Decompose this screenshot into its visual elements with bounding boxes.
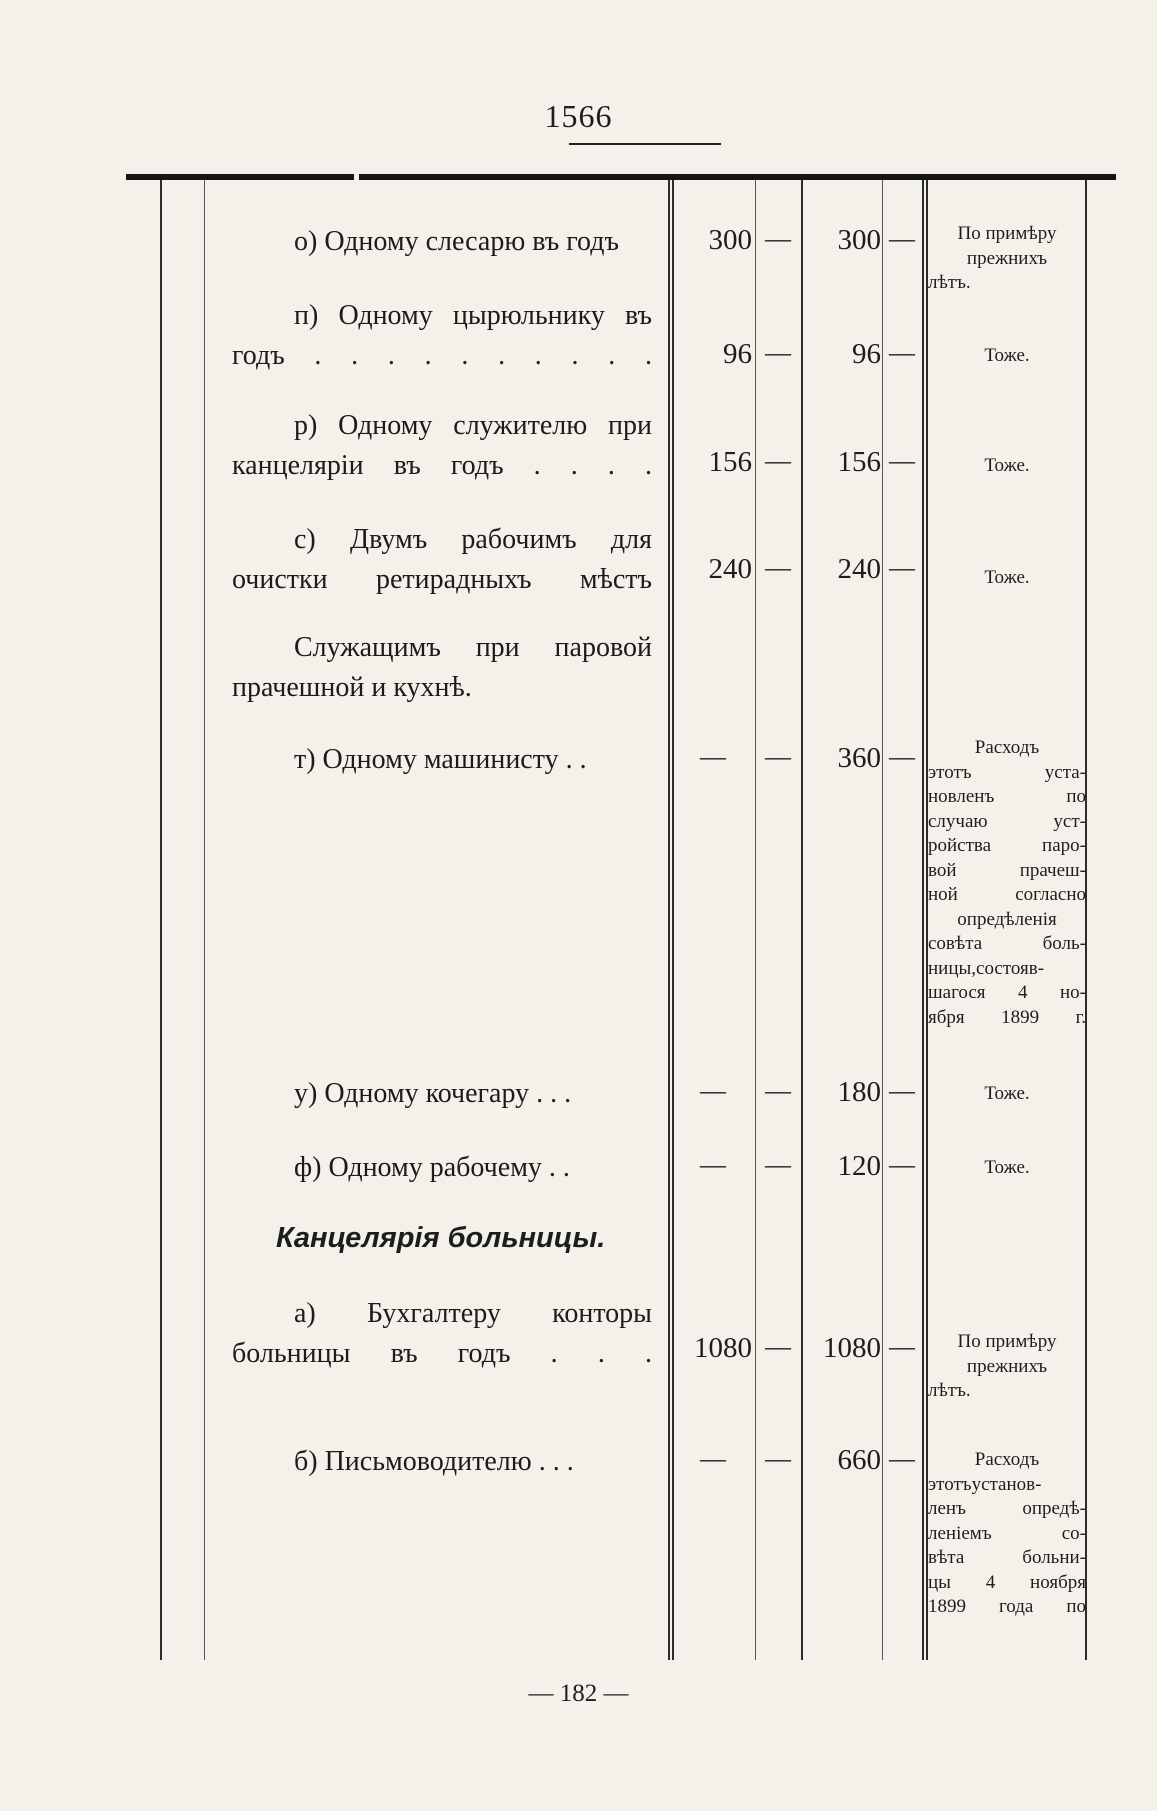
remark-note: Расходъ этотъустанов- ленъ опредѣ- леніемъ со- вѣта больни- цы 4 ноября 1899 года по	[928, 1449, 1086, 1617]
amount-1: —	[700, 1444, 726, 1473]
dash-2: —	[889, 446, 915, 475]
section-heading: Канцелярія больницы.	[276, 1222, 606, 1254]
amount-1: 300	[708, 224, 752, 256]
dash-1: —	[765, 553, 791, 582]
remark-note: По примѣру прежнихъ лѣтъ.	[928, 223, 1057, 293]
row-text-line: ф) Одному рабочему . .	[294, 1152, 570, 1183]
remark-note: Тоже.	[984, 455, 1030, 476]
table-row	[232, 406, 652, 486]
page-number: 1566	[544, 98, 613, 134]
row-text-line: с) Двумъ рабочимъ для	[294, 524, 652, 555]
amount-1: —	[700, 742, 726, 771]
remark-note: Тоже.	[984, 1083, 1030, 1104]
table-row	[232, 296, 652, 376]
page-footer: — 182 —	[528, 1680, 629, 1707]
table-row	[232, 1148, 652, 1188]
dash-1: —	[765, 742, 791, 771]
dash-2: —	[889, 224, 915, 253]
page-number-underline	[569, 143, 721, 145]
amount-1: 96	[723, 338, 752, 370]
dash-2: —	[889, 1076, 915, 1105]
remark-note: Тоже.	[984, 345, 1030, 366]
amount-2: 660	[837, 1444, 881, 1476]
remark-note: По примѣру прежнихъ лѣтъ.	[928, 1331, 1057, 1401]
amount-1: 240	[708, 553, 752, 585]
row-text-line: больницы въ годъ . . .	[232, 1338, 652, 1369]
dash-1: —	[765, 1076, 791, 1105]
row-text-line: канцеляріи въ годъ . . . .	[232, 450, 652, 481]
table-row	[232, 520, 652, 600]
amount-2: 156	[837, 446, 881, 478]
column-rule	[160, 180, 162, 1660]
row-text-line: прачешной и кухнѣ.	[232, 672, 472, 703]
amount-1: 156	[708, 446, 752, 478]
column-rule	[672, 180, 674, 1660]
column-rule	[755, 180, 756, 1660]
section-subheading	[232, 628, 652, 708]
amount-2: 120	[837, 1150, 881, 1182]
column-rule	[668, 180, 670, 1660]
row-text-line: годъ . . . . . . . . . .	[232, 340, 652, 371]
amount-1: —	[700, 1076, 726, 1105]
table-row	[232, 222, 652, 262]
dash-1: —	[765, 338, 791, 367]
column-rule	[801, 180, 803, 1660]
column-rule	[882, 180, 883, 1660]
table-row	[232, 740, 652, 780]
dash-2: —	[889, 338, 915, 367]
amount-2: 96	[852, 338, 881, 370]
row-text-line: т) Одному машинисту . .	[294, 744, 587, 775]
amount-2: 240	[837, 553, 881, 585]
dash-2: —	[889, 1150, 915, 1179]
dash-1: —	[765, 1150, 791, 1179]
amount-1: —	[700, 1150, 726, 1179]
row-text-line: о) Одному слесарю въ годъ	[294, 226, 619, 257]
remark-note: Расходъ этотъ уста- новленъ по случаю уст- ройства паро- вой прачеш- ной согласно опредѣленія совѣта боль- ницы,состояв- шагося 4 но- ября 1899 г.	[928, 737, 1086, 1028]
table-top-rule	[126, 174, 1116, 180]
column-rule	[204, 180, 205, 1660]
dash-1: —	[765, 1332, 791, 1361]
dash-2: —	[889, 1332, 915, 1361]
remark-note: Тоже.	[984, 1157, 1030, 1178]
amount-2: 180	[837, 1076, 881, 1108]
amount-2: 360	[837, 742, 881, 774]
dash-2: —	[889, 553, 915, 582]
table-row	[232, 1074, 652, 1114]
table-row	[232, 1442, 652, 1482]
row-text-line: р) Одному служителю при	[294, 410, 652, 441]
row-text-line: у) Одному кочегару . . .	[294, 1078, 572, 1109]
dash-1: —	[765, 1444, 791, 1473]
row-text-line: а) Бухгалтеру конторы	[294, 1298, 652, 1329]
row-text-line: Служащимъ при паровой	[294, 632, 652, 663]
dash-1: —	[765, 446, 791, 475]
row-text-line: очистки ретирадныхъ мѣстъ	[232, 564, 652, 595]
amount-1: 1080	[694, 1332, 752, 1364]
table-row	[232, 1294, 652, 1374]
column-rule	[922, 180, 924, 1660]
dash-1: —	[765, 224, 791, 253]
amount-2: 300	[837, 224, 881, 256]
amount-2: 1080	[823, 1332, 881, 1364]
dash-2: —	[889, 742, 915, 771]
dash-2: —	[889, 1444, 915, 1473]
row-text-line: б) Письмоводителю . . .	[294, 1446, 574, 1477]
row-text-line: п) Одному цырюльнику въ	[294, 300, 652, 331]
remark-note: Тоже.	[984, 567, 1030, 588]
